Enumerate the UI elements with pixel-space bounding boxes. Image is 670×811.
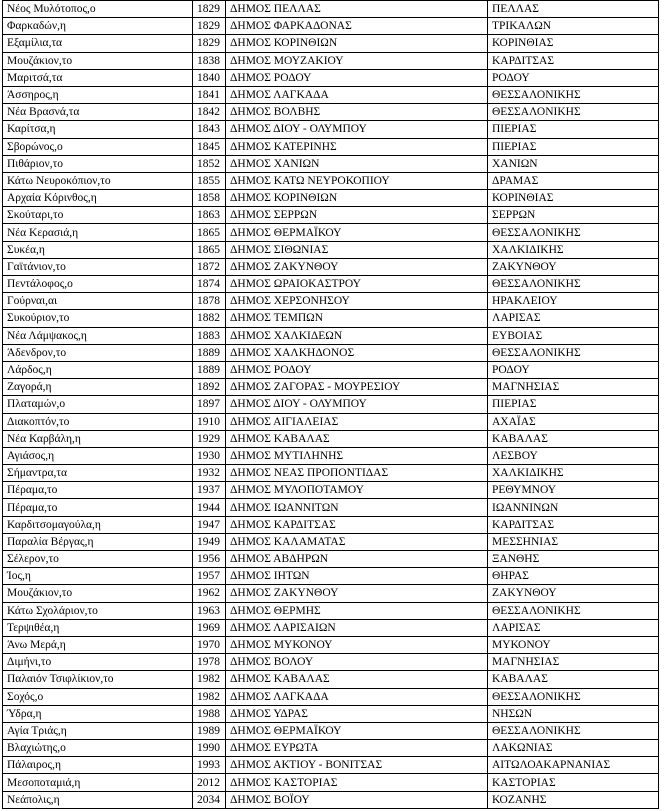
year-cell: 1956 <box>193 551 226 568</box>
prefecture-cell: ΠΙΕΡΙΑΣ <box>488 138 659 155</box>
municipality-cell: ΔΗΜΟΣ ΚΑΣΤΟΡΙΑΣ <box>226 774 488 791</box>
municipality-cell: ΔΗΜΟΣ ΚΑΡΔΙΤΣΑΣ <box>226 516 488 533</box>
prefecture-cell: ΔΡΑΜΑΣ <box>488 172 659 189</box>
municipality-cell: ΔΗΜΟΣ ΜΥΛΟΠΟΤΑΜΟΥ <box>226 482 488 499</box>
prefecture-cell: ΘΗΡΑΣ <box>488 568 659 585</box>
settlement-cell: Ύδρα,η <box>3 705 193 722</box>
table-row <box>3 293 659 310</box>
year-cell: 1949 <box>193 533 226 550</box>
settlement-cell: Συκούριον,το <box>3 310 193 327</box>
settlement-cell: Αγιάσος,η <box>3 447 193 464</box>
prefecture-cell: ΚΑΒΑΛΑΣ <box>488 671 659 688</box>
municipality-cell: ΔΗΜΟΣ ΚΑΒΑΛΑΣ <box>226 671 488 688</box>
prefecture-cell: ΘΕΣΣΑΛΟΝΙΚΗΣ <box>488 688 659 705</box>
municipality-cell: ΔΗΜΟΣ ΑΙΓΙΑΛΕΙΑΣ <box>226 413 488 430</box>
municipality-cell: ΔΗΜΟΣ ΒΟΪΟΥ <box>226 791 488 808</box>
settlement-cell: Αγία Τριάς,η <box>3 722 193 739</box>
year-cell: 1865 <box>193 224 226 241</box>
settlement-cell: Ζαγορά,η <box>3 379 193 396</box>
prefecture-cell: ΤΡΙΚΑΛΩΝ <box>488 18 659 35</box>
settlement-cell: Διμήνι,το <box>3 654 193 671</box>
year-cell: 1829 <box>193 35 226 52</box>
table-row <box>3 757 659 774</box>
prefecture-cell: ΜΕΣΣΗΝΙΑΣ <box>488 533 659 550</box>
settlement-cell: Πάλαιρος,η <box>3 757 193 774</box>
prefecture-cell: ΘΕΣΣΑΛΟΝΙΚΗΣ <box>488 224 659 241</box>
municipality-cell: ΔΗΜΟΣ ΤΕΜΠΩΝ <box>226 310 488 327</box>
year-cell: 1858 <box>193 190 226 207</box>
year-cell: 1957 <box>193 568 226 585</box>
settlement-cell: Πέραμα,το <box>3 499 193 516</box>
year-cell: 1878 <box>193 293 226 310</box>
year-cell: 1969 <box>193 619 226 636</box>
municipality-cell: ΔΗΜΟΣ ΩΡΑΙΟΚΑΣΤΡΟΥ <box>226 276 488 293</box>
year-cell: 1982 <box>193 671 226 688</box>
table-row <box>3 654 659 671</box>
table-row <box>3 258 659 275</box>
table-row <box>3 465 659 482</box>
table-row <box>3 585 659 602</box>
table-row <box>3 482 659 499</box>
municipality-cell: ΔΗΜΟΣ ΙΗΤΩΝ <box>226 568 488 585</box>
prefecture-cell: ΚΟΖΑΝΗΣ <box>488 791 659 808</box>
municipality-cell: ΔΗΜΟΣ ΖΑΓΟΡΑΣ - ΜΟΥΡΕΣΙΟΥ <box>226 379 488 396</box>
table-row <box>3 52 659 69</box>
prefecture-cell: ΠΙΕΡΙΑΣ <box>488 396 659 413</box>
settlement-cell: Άσσηρος,η <box>3 86 193 103</box>
table-row <box>3 636 659 653</box>
settlement-cell: Σβορώνος,ο <box>3 138 193 155</box>
prefecture-cell: ΛΑΡΙΣΑΣ <box>488 310 659 327</box>
settlement-cell: Νέα Λάμψακος,η <box>3 327 193 344</box>
table-row <box>3 688 659 705</box>
year-cell: 1988 <box>193 705 226 722</box>
table-row <box>3 344 659 361</box>
prefecture-cell: ΛΕΣΒΟΥ <box>488 447 659 464</box>
table-row <box>3 104 659 121</box>
prefecture-cell: ΖΑΚΥΝΘΟΥ <box>488 585 659 602</box>
year-cell: 1963 <box>193 602 226 619</box>
table-row <box>3 276 659 293</box>
settlements-table <box>2 0 659 809</box>
municipality-cell: ΔΗΜΟΣ ΧΕΡΣΟΝΗΣΟΥ <box>226 293 488 310</box>
year-cell: 1947 <box>193 516 226 533</box>
settlement-cell: Πεντάλοφος,ο <box>3 276 193 293</box>
settlement-cell: Ίος,η <box>3 568 193 585</box>
settlement-cell: Νέα Καρβάλη,η <box>3 430 193 447</box>
year-cell: 1883 <box>193 327 226 344</box>
table-row <box>3 396 659 413</box>
table-row <box>3 774 659 791</box>
year-cell: 1932 <box>193 465 226 482</box>
municipality-cell: ΔΗΜΟΣ ΣΕΡΡΩΝ <box>226 207 488 224</box>
table-row <box>3 533 659 550</box>
table-row <box>3 447 659 464</box>
table-row <box>3 86 659 103</box>
municipality-cell: ΔΗΜΟΣ ΔΙΟΥ - ΟΛΥΜΠΟΥ <box>226 396 488 413</box>
year-cell: 1829 <box>193 1 226 18</box>
settlement-cell: Τερψιθέα,η <box>3 619 193 636</box>
municipality-cell: ΔΗΜΟΣ ΚΟΡΙΝΘΙΩΝ <box>226 35 488 52</box>
municipality-cell: ΔΗΜΟΣ ΖΑΚΥΝΘΟΥ <box>226 258 488 275</box>
settlement-cell: Διακοπτόν,το <box>3 413 193 430</box>
table-row <box>3 740 659 757</box>
prefecture-cell: ΗΡΑΚΛΕΙΟΥ <box>488 293 659 310</box>
table-row <box>3 69 659 86</box>
year-cell: 1843 <box>193 121 226 138</box>
prefecture-cell: ΘΕΣΣΑΛΟΝΙΚΗΣ <box>488 86 659 103</box>
table-row <box>3 241 659 258</box>
table-row <box>3 430 659 447</box>
municipality-cell: ΔΗΜΟΣ ΑΒΔΗΡΩΝ <box>226 551 488 568</box>
prefecture-cell: ΚΟΡΙΝΘΙΑΣ <box>488 190 659 207</box>
municipality-cell: ΔΗΜΟΣ ΛΑΡΙΣΑΙΩΝ <box>226 619 488 636</box>
municipality-cell: ΔΗΜΟΣ ΚΑΒΑΛΑΣ <box>226 430 488 447</box>
municipality-cell: ΔΗΜΟΣ ΛΑΓΚΑΔΑ <box>226 688 488 705</box>
prefecture-cell: ΜΑΓΝΗΣΙΑΣ <box>488 654 659 671</box>
municipality-cell: ΔΗΜΟΣ ΚΑΤΩ ΝΕΥΡΟΚΟΠΙΟΥ <box>226 172 488 189</box>
table-row <box>3 310 659 327</box>
prefecture-cell: ΧΑΛΚΙΔΙΚΗΣ <box>488 241 659 258</box>
year-cell: 1937 <box>193 482 226 499</box>
year-cell: 1829 <box>193 18 226 35</box>
prefecture-cell: ΡΟΔΟΥ <box>488 69 659 86</box>
municipality-cell: ΔΗΜΟΣ ΜΟΥΖΑΚΙΟΥ <box>226 52 488 69</box>
prefecture-cell: ΡΟΔΟΥ <box>488 361 659 378</box>
prefecture-cell: ΑΧΑΪΑΣ <box>488 413 659 430</box>
municipality-cell: ΔΗΜΟΣ ΒΟΛΟΥ <box>226 654 488 671</box>
municipality-cell: ΔΗΜΟΣ ΖΑΚΥΝΘΟΥ <box>226 585 488 602</box>
municipality-cell: ΔΗΜΟΣ ΔΙΟΥ - ΟΛΥΜΠΟΥ <box>226 121 488 138</box>
settlement-cell: Νέα Κερασιά,η <box>3 224 193 241</box>
table-row <box>3 499 659 516</box>
prefecture-cell: ΛΑΡΙΣΑΣ <box>488 619 659 636</box>
year-cell: 1865 <box>193 241 226 258</box>
municipality-cell: ΔΗΜΟΣ ΚΟΡΙΝΘΙΩΝ <box>226 190 488 207</box>
prefecture-cell: ΣΕΡΡΩΝ <box>488 207 659 224</box>
table-row <box>3 18 659 35</box>
table-row <box>3 138 659 155</box>
municipality-cell: ΔΗΜΟΣ ΒΟΛΒΗΣ <box>226 104 488 121</box>
municipality-cell: ΔΗΜΟΣ ΡΟΔΟΥ <box>226 361 488 378</box>
table-row <box>3 155 659 172</box>
year-cell: 1989 <box>193 722 226 739</box>
settlement-cell: Κάτω Σχολάριον,το <box>3 602 193 619</box>
table-row <box>3 379 659 396</box>
settlement-cell: Άδενδρον,το <box>3 344 193 361</box>
settlement-cell: Νέος Μυλότοπος,ο <box>3 1 193 18</box>
prefecture-cell: ΚΑΡΔΙΤΣΑΣ <box>488 52 659 69</box>
settlement-cell: Γαϊτάνιον,το <box>3 258 193 275</box>
year-cell: 1929 <box>193 430 226 447</box>
prefecture-cell: ΕΥΒΟΙΑΣ <box>488 327 659 344</box>
prefecture-cell: ΚΑΣΤΟΡΙΑΣ <box>488 774 659 791</box>
municipality-cell: ΔΗΜΟΣ ΚΑΤΕΡΙΝΗΣ <box>226 138 488 155</box>
municipality-cell: ΔΗΜΟΣ ΣΙΘΩΝΙΑΣ <box>226 241 488 258</box>
year-cell: 1990 <box>193 740 226 757</box>
prefecture-cell: ΙΩΑΝΝΙΝΩΝ <box>488 499 659 516</box>
prefecture-cell: ΜΥΚΟΝΟΥ <box>488 636 659 653</box>
settlement-cell: Πλαταμών,ο <box>3 396 193 413</box>
table-row <box>3 568 659 585</box>
year-cell: 1874 <box>193 276 226 293</box>
municipality-cell: ΔΗΜΟΣ ΚΑΛΑΜΑΤΑΣ <box>226 533 488 550</box>
settlement-cell: Παραλία Βέργας,η <box>3 533 193 550</box>
prefecture-cell: ΡΕΘΥΜΝΟΥ <box>488 482 659 499</box>
table-row <box>3 121 659 138</box>
year-cell: 1852 <box>193 155 226 172</box>
municipality-cell: ΔΗΜΟΣ ΧΑΝΙΩΝ <box>226 155 488 172</box>
table-row <box>3 35 659 52</box>
settlement-cell: Σέλερον,το <box>3 551 193 568</box>
year-cell: 1842 <box>193 104 226 121</box>
year-cell: 1930 <box>193 447 226 464</box>
settlement-cell: Αρχαία Κόρινθος,η <box>3 190 193 207</box>
table-row <box>3 190 659 207</box>
settlement-cell: Γούρναι,αι <box>3 293 193 310</box>
settlement-cell: Σοχός,ο <box>3 688 193 705</box>
prefecture-cell: ΑΙΤΩΛΟΑΚΑΡΝΑΝΙΑΣ <box>488 757 659 774</box>
year-cell: 1841 <box>193 86 226 103</box>
year-cell: 1978 <box>193 654 226 671</box>
prefecture-cell: ΜΑΓΝΗΣΙΑΣ <box>488 379 659 396</box>
municipality-cell: ΔΗΜΟΣ ΘΕΡΜΑΪΚΟΥ <box>226 722 488 739</box>
year-cell: 1855 <box>193 172 226 189</box>
municipality-cell: ΔΗΜΟΣ ΦΑΡΚΑΔΟΝΑΣ <box>226 18 488 35</box>
prefecture-cell: ΚΑΡΔΙΤΣΑΣ <box>488 516 659 533</box>
year-cell: 1872 <box>193 258 226 275</box>
prefecture-cell: ΝΗΣΩΝ <box>488 705 659 722</box>
table-row <box>3 207 659 224</box>
table-row <box>3 619 659 636</box>
municipality-cell: ΔΗΜΟΣ ΜΥΚΟΝΟΥ <box>226 636 488 653</box>
table-row <box>3 551 659 568</box>
year-cell: 1863 <box>193 207 226 224</box>
year-cell: 1962 <box>193 585 226 602</box>
year-cell: 2034 <box>193 791 226 808</box>
year-cell: 1840 <box>193 69 226 86</box>
prefecture-cell: ΠΙΕΡΙΑΣ <box>488 121 659 138</box>
settlement-cell: Μεσοποταμιά,η <box>3 774 193 791</box>
settlement-cell: Πέραμα,το <box>3 482 193 499</box>
prefecture-cell: ΘΕΣΣΑΛΟΝΙΚΗΣ <box>488 344 659 361</box>
prefecture-cell: ΘΕΣΣΑΛΟΝΙΚΗΣ <box>488 276 659 293</box>
prefecture-cell: ΘΕΣΣΑΛΟΝΙΚΗΣ <box>488 722 659 739</box>
settlement-cell: Νέα Βρασνά,τα <box>3 104 193 121</box>
municipality-cell: ΔΗΜΟΣ ΙΩΑΝΝΙΤΩΝ <box>226 499 488 516</box>
prefecture-cell: ΞΑΝΘΗΣ <box>488 551 659 568</box>
settlement-cell: Κάτω Νευροκόπιον,το <box>3 172 193 189</box>
settlement-cell: Εξαμίλια,τα <box>3 35 193 52</box>
municipality-cell: ΔΗΜΟΣ ΝΕΑΣ ΠΡΟΠΟΝΤΙΔΑΣ <box>226 465 488 482</box>
settlement-cell: Βλαχιώτης,ο <box>3 740 193 757</box>
settlement-cell: Λάρδος,η <box>3 361 193 378</box>
settlement-cell: Συκέα,η <box>3 241 193 258</box>
table-row <box>3 791 659 808</box>
municipality-cell: ΔΗΜΟΣ ΕΥΡΩΤΑ <box>226 740 488 757</box>
year-cell: 1845 <box>193 138 226 155</box>
year-cell: 1892 <box>193 379 226 396</box>
year-cell: 1993 <box>193 757 226 774</box>
municipality-cell: ΔΗΜΟΣ ΘΕΡΜΗΣ <box>226 602 488 619</box>
table-row <box>3 361 659 378</box>
settlement-cell: Καρδιτσομαγούλα,η <box>3 516 193 533</box>
settlement-cell: Καρίτσα,η <box>3 121 193 138</box>
settlement-cell: Παλαιόν Τσιφλίκιον,το <box>3 671 193 688</box>
settlement-cell: Μουζάκιον,το <box>3 52 193 69</box>
table-row <box>3 722 659 739</box>
municipality-cell: ΔΗΜΟΣ ΛΑΓΚΑΔΑ <box>226 86 488 103</box>
prefecture-cell: ΖΑΚΥΝΘΟΥ <box>488 258 659 275</box>
table-row <box>3 1 659 18</box>
municipality-cell: ΔΗΜΟΣ ΜΥΤΙΛΗΝΗΣ <box>226 447 488 464</box>
settlement-cell: Σήμαντρα,τα <box>3 465 193 482</box>
municipality-cell: ΔΗΜΟΣ ΧΑΛΚΙΔΕΩΝ <box>226 327 488 344</box>
year-cell: 1889 <box>193 344 226 361</box>
settlement-cell: Μαριτσά,τα <box>3 69 193 86</box>
table-row <box>3 705 659 722</box>
year-cell: 1882 <box>193 310 226 327</box>
year-cell: 1970 <box>193 636 226 653</box>
prefecture-cell: ΚΟΡΙΝΘΙΑΣ <box>488 35 659 52</box>
year-cell: 1982 <box>193 688 226 705</box>
table-body <box>3 1 659 809</box>
municipality-cell: ΔΗΜΟΣ ΡΟΔΟΥ <box>226 69 488 86</box>
prefecture-cell: ΧΑΝΙΩΝ <box>488 155 659 172</box>
municipality-cell: ΔΗΜΟΣ ΠΕΛΛΑΣ <box>226 1 488 18</box>
table-row <box>3 327 659 344</box>
settlement-cell: Μουζάκιον,το <box>3 585 193 602</box>
settlement-cell: Σκούταρι,το <box>3 207 193 224</box>
prefecture-cell: ΧΑΛΚΙΔΙΚΗΣ <box>488 465 659 482</box>
settlement-cell: Πιθάριον,το <box>3 155 193 172</box>
settlement-cell: Φαρκαδών,η <box>3 18 193 35</box>
table-row <box>3 671 659 688</box>
table-row <box>3 516 659 533</box>
municipality-cell: ΔΗΜΟΣ ΧΑΛΚΗΔΟΝΟΣ <box>226 344 488 361</box>
year-cell: 1897 <box>193 396 226 413</box>
prefecture-cell: ΛΑΚΩΝΙΑΣ <box>488 740 659 757</box>
year-cell: 2012 <box>193 774 226 791</box>
prefecture-cell: ΘΕΣΣΑΛΟΝΙΚΗΣ <box>488 602 659 619</box>
prefecture-cell: ΠΕΛΛΑΣ <box>488 1 659 18</box>
year-cell: 1838 <box>193 52 226 69</box>
year-cell: 1910 <box>193 413 226 430</box>
settlement-cell: Νεάπολις,η <box>3 791 193 808</box>
municipality-cell: ΔΗΜΟΣ ΘΕΡΜΑΪΚΟΥ <box>226 224 488 241</box>
prefecture-cell: ΚΑΒΑΛΑΣ <box>488 430 659 447</box>
prefecture-cell: ΘΕΣΣΑΛΟΝΙΚΗΣ <box>488 104 659 121</box>
municipality-cell: ΔΗΜΟΣ ΑΚΤΙΟΥ - ΒΟΝΙΤΣΑΣ <box>226 757 488 774</box>
year-cell: 1944 <box>193 499 226 516</box>
table-row <box>3 413 659 430</box>
year-cell: 1889 <box>193 361 226 378</box>
municipality-cell: ΔΗΜΟΣ ΥΔΡΑΣ <box>226 705 488 722</box>
table-row <box>3 602 659 619</box>
table-row <box>3 224 659 241</box>
settlement-cell: Άνω Μερά,η <box>3 636 193 653</box>
table-row <box>3 172 659 189</box>
